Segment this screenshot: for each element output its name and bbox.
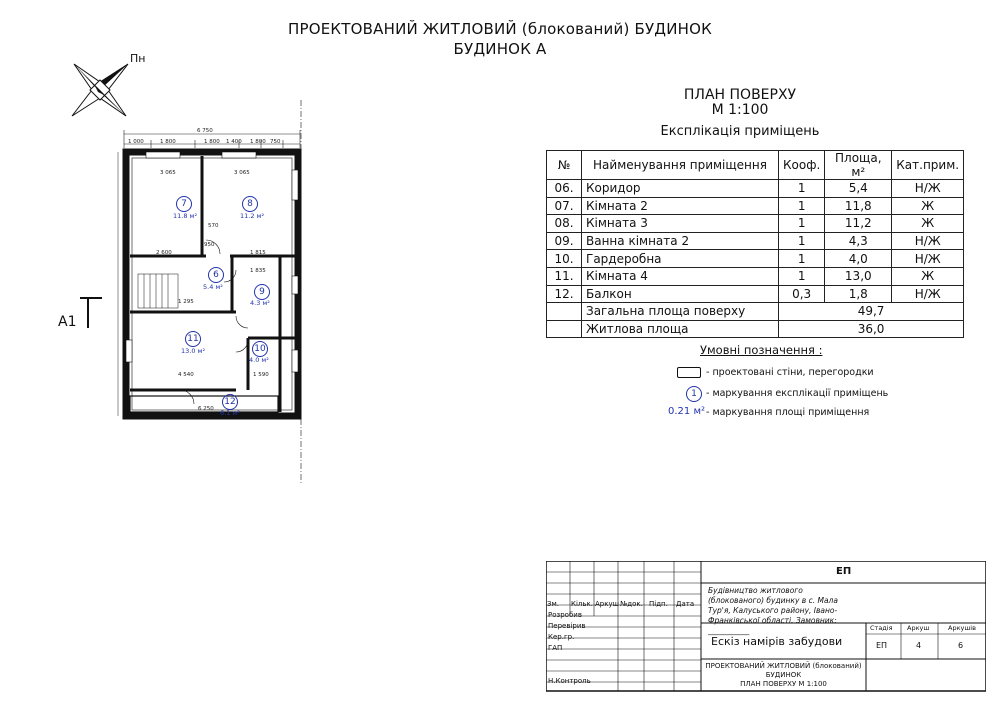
room-marker-7: 7	[176, 196, 192, 212]
drawing-subtitle: БУДИНОК А	[453, 40, 547, 58]
dim-d7: 1 815	[250, 250, 266, 256]
stamp-role-lead: Кер.гр.	[548, 633, 575, 641]
stamp-sheets-label: Аркушів	[948, 624, 976, 632]
room-marker-10: 10	[252, 341, 268, 357]
dim-d1: 3 065	[160, 170, 176, 176]
wall-legend-icon	[677, 367, 701, 378]
row-num: 06.	[547, 180, 582, 198]
stamp-stage-label: Стадія	[870, 624, 893, 632]
stamp-role-developer: Розробив	[548, 611, 582, 619]
row-cat: Н/Ж	[892, 250, 964, 268]
room-area-9: 4.3 м²	[250, 299, 270, 307]
stamp-col-sheet: Аркуш	[595, 600, 620, 608]
stamp-sheets: 6	[958, 641, 964, 650]
total-label: Загальна площа поверху	[582, 303, 779, 321]
dim-d15: 1 590	[253, 372, 269, 378]
row-num: 12.	[547, 285, 582, 303]
row-cat: Н/Ж	[892, 232, 964, 250]
dim-d11: 950	[204, 242, 215, 248]
dim-d12: 1 295	[178, 299, 194, 305]
row-coef: 1	[779, 267, 825, 285]
row-coef: 1	[779, 215, 825, 233]
dim-top-seg-3: 1 800	[204, 139, 220, 145]
row-cat: Ж	[892, 267, 964, 285]
row-name: Кімната 2	[582, 197, 779, 215]
living-label: Житлова площа	[582, 320, 779, 338]
north-label: Пн	[130, 52, 146, 65]
section-mark-icon	[76, 292, 106, 332]
row-cat: Ж	[892, 197, 964, 215]
plan-scale: М 1:100	[711, 102, 769, 118]
stamp-drawing-name	[701, 662, 866, 689]
row-cat: Ж	[892, 215, 964, 233]
row-area: 1,8	[825, 285, 892, 303]
row-num: 11.	[547, 267, 582, 285]
row-name: Коридор	[582, 180, 779, 198]
room-marker-12: 12	[222, 394, 238, 410]
stamp-drawing-line1: ПРОЕКТОВАНИЙ ЖИТЛОВИЙ (блокований)	[705, 662, 862, 670]
legend-title: Умовні позначення :	[700, 343, 823, 357]
dim-top-seg-5: 1 800	[250, 139, 266, 145]
section-mark-label: А1	[58, 314, 77, 330]
row-area: 4,3	[825, 232, 892, 250]
row-cat: Н/Ж	[892, 180, 964, 198]
table-row	[547, 197, 964, 215]
legend-wall-text: - проектовані стіни, перегородки	[706, 367, 874, 378]
stamp-col-doc: №док.	[620, 600, 643, 608]
row-coef: 1	[779, 250, 825, 268]
dim-top-seg-2: 1 800	[160, 139, 176, 145]
title-block	[546, 561, 986, 691]
row-coef: 1	[779, 232, 825, 250]
header-coef: Кооф.	[779, 151, 825, 180]
room-area-12: 6.1 м²	[220, 409, 240, 417]
row-num: 10.	[547, 250, 582, 268]
dim-d8: 1 835	[250, 268, 266, 274]
row-coef: 1	[779, 180, 825, 198]
room-marker-6: 6	[208, 267, 224, 283]
row-area: 11,2	[825, 215, 892, 233]
header-name: Найменування приміщення	[582, 151, 779, 180]
row-coef: 0,3	[779, 285, 825, 303]
dim-d14: 4 540	[178, 372, 194, 378]
room-area-10: 4.0 м²	[249, 356, 269, 364]
room-marker-11: 11	[185, 331, 201, 347]
drawing-title: ПРОЕКТОВАНИЙ ЖИТЛОВИЙ (блокований) БУДИНОК	[288, 20, 712, 38]
stamp-code: ЕП	[836, 566, 852, 577]
legend-marker-text: - маркування експлікації приміщень	[706, 388, 889, 399]
room-marker-8: 8	[242, 196, 258, 212]
dim-top-seg-1: 1 000	[128, 139, 144, 145]
explication-table	[546, 150, 964, 338]
row-name: Кімната 4	[582, 267, 779, 285]
stamp-role-gap: ГАП	[548, 644, 563, 652]
table-row	[547, 232, 964, 250]
header-num: №	[547, 151, 582, 180]
room-marker-9: 9	[254, 284, 270, 300]
row-name: Гардеробна	[582, 250, 779, 268]
floor-plan	[110, 100, 310, 490]
legend-marker-icon: 1	[686, 386, 702, 402]
table-row	[547, 250, 964, 268]
table-header-row	[547, 151, 964, 180]
row-cat: Н/Ж	[892, 285, 964, 303]
living-row	[547, 320, 964, 338]
room-area-6: 5.4 м²	[203, 283, 223, 291]
header-cat: Кат.прим.	[892, 151, 964, 180]
stamp-description: Будівництво житлового (блокованого) будинку в с. Мала Тур'я, Калуського району, Івано-Франківської області. Замовник: ___________	[708, 586, 838, 635]
legend-area-text: - маркування площі приміщення	[706, 407, 870, 418]
stamp-drawing-line2: БУДИНОК	[765, 671, 802, 679]
living-value: 36,0	[779, 320, 964, 338]
stamp-role-norm-control: Н.Контроль	[548, 677, 591, 685]
legend-area-symbol: 0.21 м²	[668, 406, 705, 417]
stamp-col-count: Кільк.	[571, 600, 593, 608]
row-num: 07.	[547, 197, 582, 215]
stamp-col-sign: Підп.	[649, 600, 668, 608]
total-row	[547, 303, 964, 321]
dim-top-seg-4: 1 400	[226, 139, 242, 145]
dim-d6: 2 600	[156, 250, 172, 256]
row-num: 08.	[547, 215, 582, 233]
stamp-col-change: Зм.	[547, 600, 559, 608]
row-num: 09.	[547, 232, 582, 250]
table-row	[547, 267, 964, 285]
row-name: Балкон	[582, 285, 779, 303]
table-row	[547, 180, 964, 198]
row-coef: 1	[779, 197, 825, 215]
row-area: 13,0	[825, 267, 892, 285]
row-name: Ванна кімната 2	[582, 232, 779, 250]
stamp-role-checker: Перевірив	[548, 622, 586, 630]
room-area-11: 13.0 м²	[181, 347, 206, 355]
table-row	[547, 215, 964, 233]
stamp-stage: ЕП	[876, 641, 888, 650]
dim-top-seg-6: 750	[270, 139, 281, 145]
plan-title: ПЛАН ПОВЕРХУ	[683, 87, 797, 103]
stamp-sheet: 4	[916, 641, 922, 650]
table-row	[547, 285, 964, 303]
dim-d17: 6 250	[198, 406, 214, 412]
room-area-7: 11.8 м²	[173, 212, 198, 220]
dim-d10: 570	[208, 223, 219, 229]
stamp-drawing-line3: ПЛАН ПОВЕРХУ М 1:100	[740, 680, 827, 688]
row-area: 11,8	[825, 197, 892, 215]
explication-title: Експлікація приміщень	[660, 124, 820, 139]
dim-total-top: 6 750	[197, 128, 213, 134]
row-area: 4,0	[825, 250, 892, 268]
stamp-sheet-title: Ескіз намірів забудови	[711, 635, 843, 648]
header-area: Площа, м²	[825, 151, 892, 180]
row-name: Кімната 3	[582, 215, 779, 233]
room-area-8: 11.2 м²	[240, 212, 265, 220]
stamp-sheet-label: Аркуш	[907, 624, 930, 632]
total-value: 49,7	[779, 303, 964, 321]
row-area: 5,4	[825, 180, 892, 198]
stamp-col-date: Дата	[676, 600, 695, 608]
dim-d2: 3 065	[234, 170, 250, 176]
